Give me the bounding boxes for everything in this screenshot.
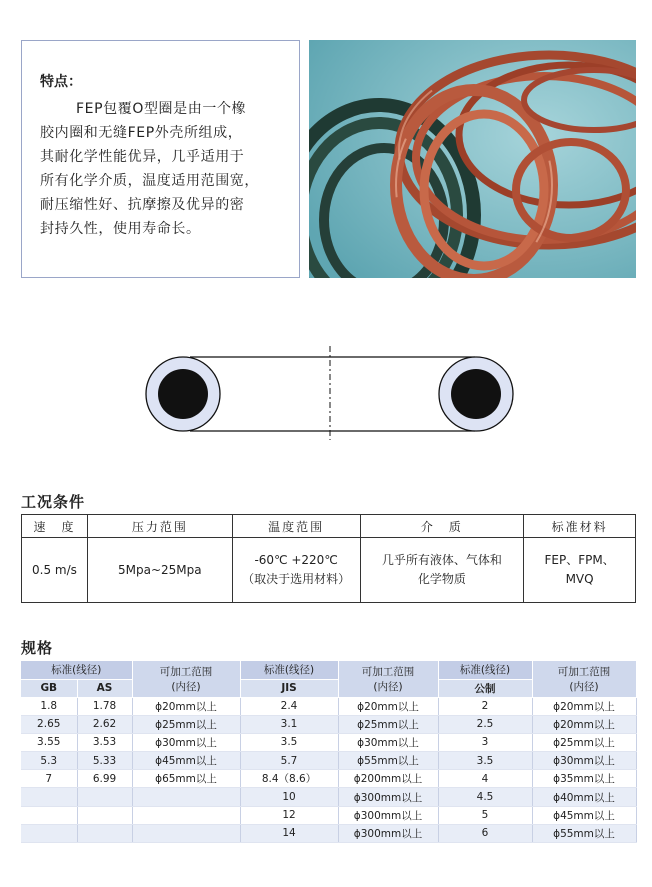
spec-cell: ϕ25mm以上 bbox=[532, 733, 636, 751]
o-ring-photo bbox=[309, 40, 636, 278]
spec-cell: 4.5 bbox=[438, 788, 532, 806]
table-row bbox=[21, 788, 636, 806]
spec-cell: ϕ200mm以上 bbox=[338, 770, 438, 788]
feature-line: 封持久性，使用寿命长。 bbox=[40, 221, 201, 237]
spec-cell: ϕ30mm以上 bbox=[338, 733, 438, 751]
spec-cell: 6.99 bbox=[77, 770, 132, 788]
spec-sub-jis: JIS bbox=[240, 679, 338, 697]
pressure-value: 5Mpa~25Mpa bbox=[87, 538, 232, 603]
header-speed: 速 度 bbox=[22, 515, 88, 538]
table-row bbox=[21, 715, 636, 733]
spec-header-row bbox=[21, 661, 636, 679]
spec-cell: ϕ45mm以上 bbox=[532, 806, 636, 824]
range-header-line: (内径) bbox=[569, 680, 599, 693]
spec-cell: 6 bbox=[438, 824, 532, 842]
spec-cell: 3 bbox=[438, 733, 532, 751]
range-header-line: (内径) bbox=[373, 680, 403, 693]
table-row bbox=[21, 806, 636, 824]
spec-cell: 3.1 bbox=[240, 715, 338, 733]
spec-range-header bbox=[132, 661, 240, 697]
spec-cell: 4 bbox=[438, 770, 532, 788]
range-header-line: 可加工范围 bbox=[361, 665, 415, 678]
conditions-title: 工况条件 bbox=[21, 493, 86, 511]
spec-table bbox=[21, 661, 637, 843]
speed-value: 0.5 m/s bbox=[22, 538, 88, 603]
spec-cell: ϕ40mm以上 bbox=[532, 788, 636, 806]
conditions-table bbox=[21, 514, 636, 603]
spec-cell: ϕ300mm以上 bbox=[338, 806, 438, 824]
spec-cell: ϕ30mm以上 bbox=[532, 752, 636, 770]
header-temperature: 温度范围 bbox=[232, 515, 360, 538]
o-ring-illustration bbox=[309, 40, 636, 278]
spec-cell: ϕ30mm以上 bbox=[132, 733, 240, 751]
spec-cell: 10 bbox=[240, 788, 338, 806]
table-row bbox=[21, 733, 636, 751]
range-header-line: 可加工范围 bbox=[557, 665, 611, 678]
spec-cell: 12 bbox=[240, 806, 338, 824]
temperature-note: （取决于选用材料） bbox=[242, 572, 351, 586]
spec-cell: ϕ55mm以上 bbox=[338, 752, 438, 770]
spec-cell: 1.8 bbox=[21, 697, 77, 715]
medium-line: 几乎所有液体、气体和 bbox=[381, 553, 502, 567]
conditions-value-row bbox=[22, 538, 636, 603]
spec-group1-header: 标准(线径) bbox=[21, 661, 132, 679]
spec-group3-header: 标准(线径) bbox=[438, 661, 532, 679]
spec-sub-metric: 公制 bbox=[438, 679, 532, 697]
spec-cell: ϕ35mm以上 bbox=[532, 770, 636, 788]
feature-line: 其耐化学性能优异，几乎适用于 bbox=[40, 149, 245, 165]
spec-cell: 5.7 bbox=[240, 752, 338, 770]
medium-cell bbox=[360, 538, 524, 603]
medium-line: 化学物质 bbox=[417, 572, 466, 586]
feature-line: FEP包覆O型圈是由一个橡 bbox=[76, 101, 247, 117]
spec-cell: 5.3 bbox=[21, 752, 77, 770]
spec-cell bbox=[21, 788, 77, 806]
spec-cell: ϕ300mm以上 bbox=[338, 824, 438, 842]
spec-cell: ϕ300mm以上 bbox=[338, 788, 438, 806]
spec-cell bbox=[77, 824, 132, 842]
spec-range-header bbox=[338, 661, 438, 697]
spec-cell: ϕ55mm以上 bbox=[532, 824, 636, 842]
range-header-line: 可加工范围 bbox=[159, 665, 213, 678]
spec-sub-gb: GB bbox=[21, 679, 77, 697]
spec-cell: ϕ25mm以上 bbox=[338, 715, 438, 733]
spec-cell bbox=[77, 806, 132, 824]
feature-line: 胶内圈和无缝FEP外壳所组成， bbox=[40, 125, 243, 141]
right-section bbox=[439, 357, 513, 431]
o-ring-cross-section-diagram bbox=[140, 342, 520, 442]
spec-cell bbox=[77, 788, 132, 806]
feature-title: 特点： bbox=[40, 74, 82, 90]
table-row bbox=[21, 752, 636, 770]
header-pressure: 压力范围 bbox=[87, 515, 232, 538]
spec-cell: ϕ45mm以上 bbox=[132, 752, 240, 770]
header-material: 标准材料 bbox=[524, 515, 636, 538]
spec-cell: 5 bbox=[438, 806, 532, 824]
spec-cell bbox=[21, 824, 77, 842]
feature-line: 所有化学介质，温度适用范围宽， bbox=[40, 173, 259, 189]
spec-cell: 2.65 bbox=[21, 715, 77, 733]
spec-cell: 2.4 bbox=[240, 697, 338, 715]
range-header-line: (内径) bbox=[171, 680, 201, 693]
spec-cell: ϕ65mm以上 bbox=[132, 770, 240, 788]
spec-range-header bbox=[532, 661, 636, 697]
feature-box bbox=[21, 40, 300, 278]
table-row bbox=[21, 824, 636, 842]
header-medium: 介 质 bbox=[360, 515, 524, 538]
conditions-header-row bbox=[22, 515, 636, 538]
spec-cell bbox=[132, 824, 240, 842]
feature-line: 耐压缩性好、抗摩擦及优异的密 bbox=[40, 197, 245, 213]
spec-cell: ϕ20mm以上 bbox=[532, 697, 636, 715]
left-section bbox=[146, 357, 220, 431]
spec-group2-header: 标准(线径) bbox=[240, 661, 338, 679]
spec-cell: 1.78 bbox=[77, 697, 132, 715]
spec-sub-as: AS bbox=[77, 679, 132, 697]
temperature-value: -60℃ +220℃ bbox=[254, 553, 338, 567]
spec-cell bbox=[132, 806, 240, 824]
spec-cell: 5.33 bbox=[77, 752, 132, 770]
spec-cell: ϕ20mm以上 bbox=[132, 697, 240, 715]
spec-cell: ϕ20mm以上 bbox=[338, 697, 438, 715]
spec-cell: 14 bbox=[240, 824, 338, 842]
spec-cell bbox=[132, 788, 240, 806]
spec-cell: 2.62 bbox=[77, 715, 132, 733]
spec-cell: 2.5 bbox=[438, 715, 532, 733]
temperature-cell bbox=[232, 538, 360, 603]
spec-cell: 3.5 bbox=[240, 733, 338, 751]
spec-title: 规格 bbox=[21, 639, 54, 657]
table-row bbox=[21, 697, 636, 715]
spec-cell: 3.53 bbox=[77, 733, 132, 751]
table-row bbox=[21, 770, 636, 788]
spec-cell: 8.4（8.6） bbox=[240, 770, 338, 788]
spec-cell bbox=[21, 806, 77, 824]
spec-cell: 7 bbox=[21, 770, 77, 788]
material-line: FEP、FPM、 bbox=[544, 553, 615, 567]
material-line: MVQ bbox=[565, 572, 594, 586]
spec-cell: 3.5 bbox=[438, 752, 532, 770]
spec-cell: ϕ20mm以上 bbox=[532, 715, 636, 733]
spec-cell: ϕ25mm以上 bbox=[132, 715, 240, 733]
material-cell bbox=[524, 538, 636, 603]
spec-cell: 3.55 bbox=[21, 733, 77, 751]
feature-description bbox=[40, 97, 285, 241]
spec-cell: 2 bbox=[438, 697, 532, 715]
